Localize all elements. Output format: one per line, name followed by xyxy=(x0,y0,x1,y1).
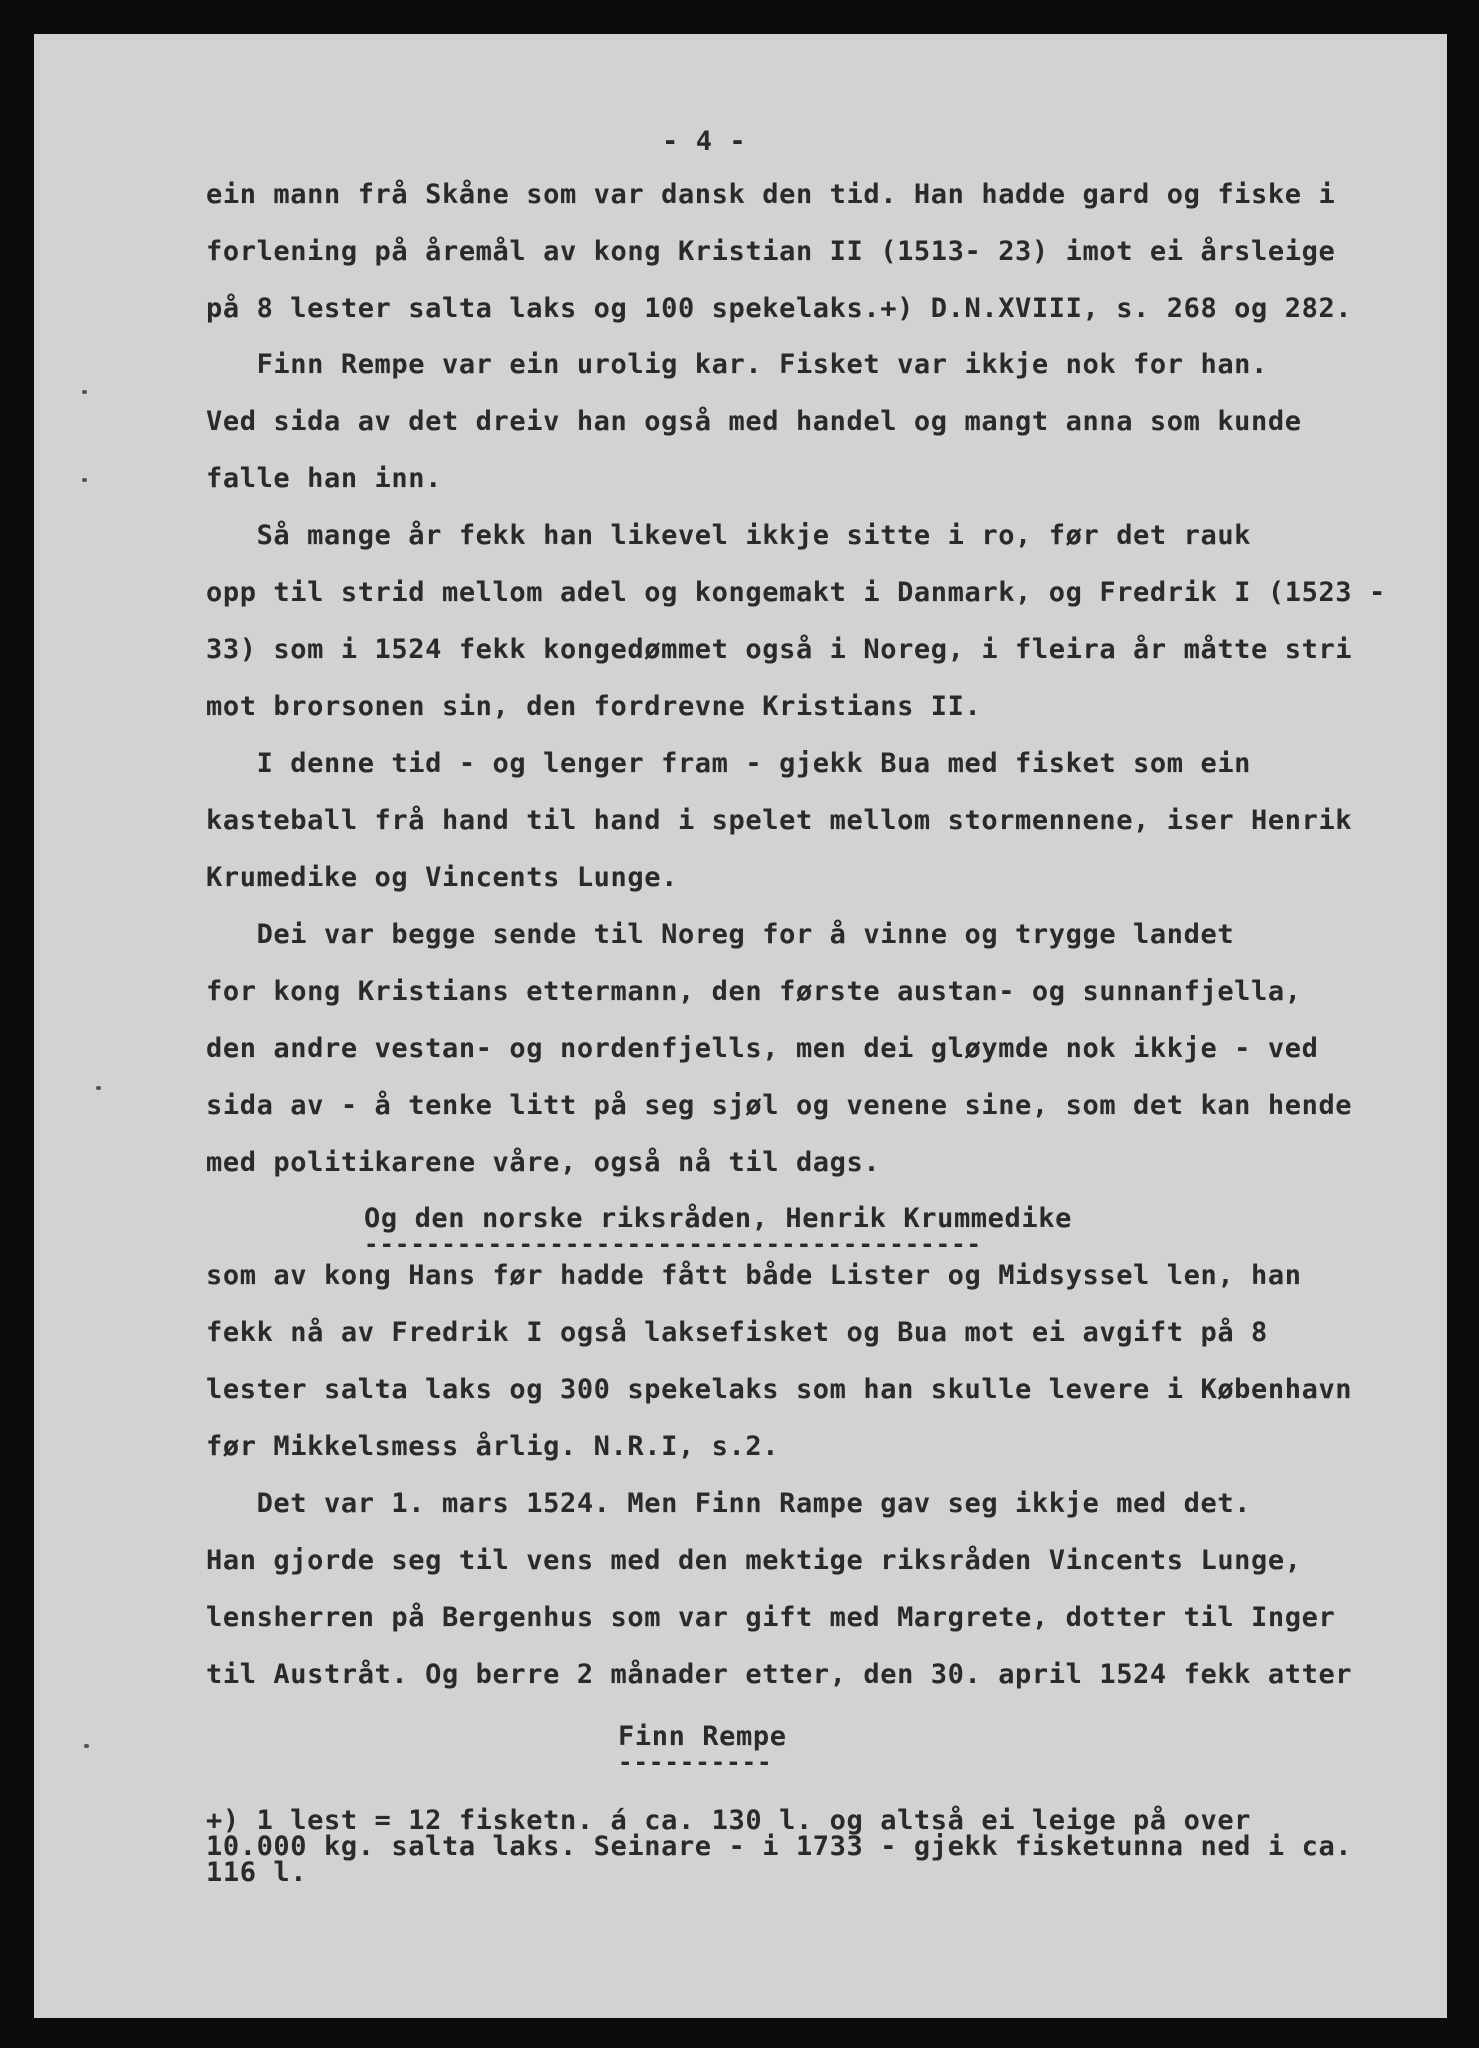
subheading-underline: ---------------------------------------- xyxy=(364,1230,982,1258)
text-line: Det var 1. mars 1524. Men Finn Rampe gav seg ikkje med det. xyxy=(206,1488,1252,1519)
text-line: opp til strid mellom adel og kongemakt i Danmark, og Fredrik I (1523 - xyxy=(206,577,1386,608)
text-line: Ved sida av det dreiv han også med handel og mangt anna som kunde xyxy=(206,406,1302,437)
text-line: Han gjorde seg til vens med den mektige riksråden Vincents Lunge, xyxy=(206,1545,1302,1576)
text-line: Så mange år fekk han likevel ikkje sitte i ro, før det rauk xyxy=(206,520,1252,551)
text-line: for kong Kristians ettermann, den første austan- og sunnanfjella, xyxy=(206,976,1302,1007)
text-line: fekk nå av Fredrik I også laksefisket og Bua mot ei avgift på 8 xyxy=(206,1317,1268,1348)
text-line: mot brorsonen sin, den fordrevne Kristians II. xyxy=(206,691,982,722)
text-line: til Austråt. Og berre 2 månader etter, den 30. april 1524 fekk atter xyxy=(206,1659,1353,1690)
text-line: den andre vestan- og nordenfjells, men dei gløymde nok ikkje - ved xyxy=(206,1033,1319,1064)
footnote-line: 10.000 kg. salta laks. Seinare - i 1733 - gjekk fisketunna ned i ca. xyxy=(206,1831,1353,1862)
footnote-line: +) 1 lest = 12 fisketn. á ca. 130 l. og altså ei leige på over xyxy=(206,1805,1252,1836)
text-line: før Mikkelsmess årlig. N.R.I, s.2. xyxy=(206,1431,780,1462)
text-line: som av kong Hans før hadde fått både Lister og Midsyssel len, han xyxy=(206,1260,1302,1291)
document-page xyxy=(34,34,1447,2018)
text-line: falle han inn. xyxy=(206,463,442,494)
footnote-line: 116 l. xyxy=(206,1857,308,1888)
subheading-underline: ---------- xyxy=(618,1748,773,1776)
margin-mark xyxy=(96,1086,101,1090)
text-line: forlening på åremål av kong Kristian II (1513- 23) imot ei årsleige xyxy=(206,236,1336,267)
margin-mark xyxy=(82,390,87,394)
text-line: sida av - å tenke litt på seg sjøl og venene sine, som det kan hende xyxy=(206,1090,1353,1121)
text-line: ein mann frå Skåne som var dansk den tid. Han hadde gard og fiske i xyxy=(206,179,1336,210)
text-line: 33) som i 1524 fekk kongedømmet også i Noreg, i fleira år måtte stri xyxy=(206,634,1353,665)
text-line: på 8 lester salta laks og 100 spekelaks.+) D.N.XVIII, s. 268 og 282. xyxy=(206,293,1353,324)
text-line: lensherren på Bergenhus som var gift med Margrete, dotter til Inger xyxy=(206,1602,1336,1633)
text-line: kasteball frå hand til hand i spelet mellom stormennene, iser Henrik xyxy=(206,805,1353,836)
text-line: Krumedike og Vincents Lunge. xyxy=(206,862,678,893)
margin-mark xyxy=(82,478,87,482)
text-line: med politikarene våre, også nå til dags. xyxy=(206,1147,881,1178)
margin-mark xyxy=(84,1744,89,1748)
text-line: lester salta laks og 300 spekelaks som han skulle levere i København xyxy=(206,1374,1353,1405)
subheading: Og den norske riksråden, Henrik Krummedike xyxy=(364,1203,1072,1234)
text-line: Finn Rempe var ein urolig kar. Fisket var ikkje nok for han. xyxy=(206,349,1268,380)
text-line: I denne tid - og lenger fram - gjekk Bua med fisket som ein xyxy=(206,748,1252,779)
typed-text xyxy=(34,34,1447,2018)
text-line: Dei var begge sende til Noreg for å vinne og trygge landet xyxy=(206,919,1235,950)
page-number: - 4 - xyxy=(662,126,747,157)
subheading: Finn Rempe xyxy=(618,1721,787,1752)
